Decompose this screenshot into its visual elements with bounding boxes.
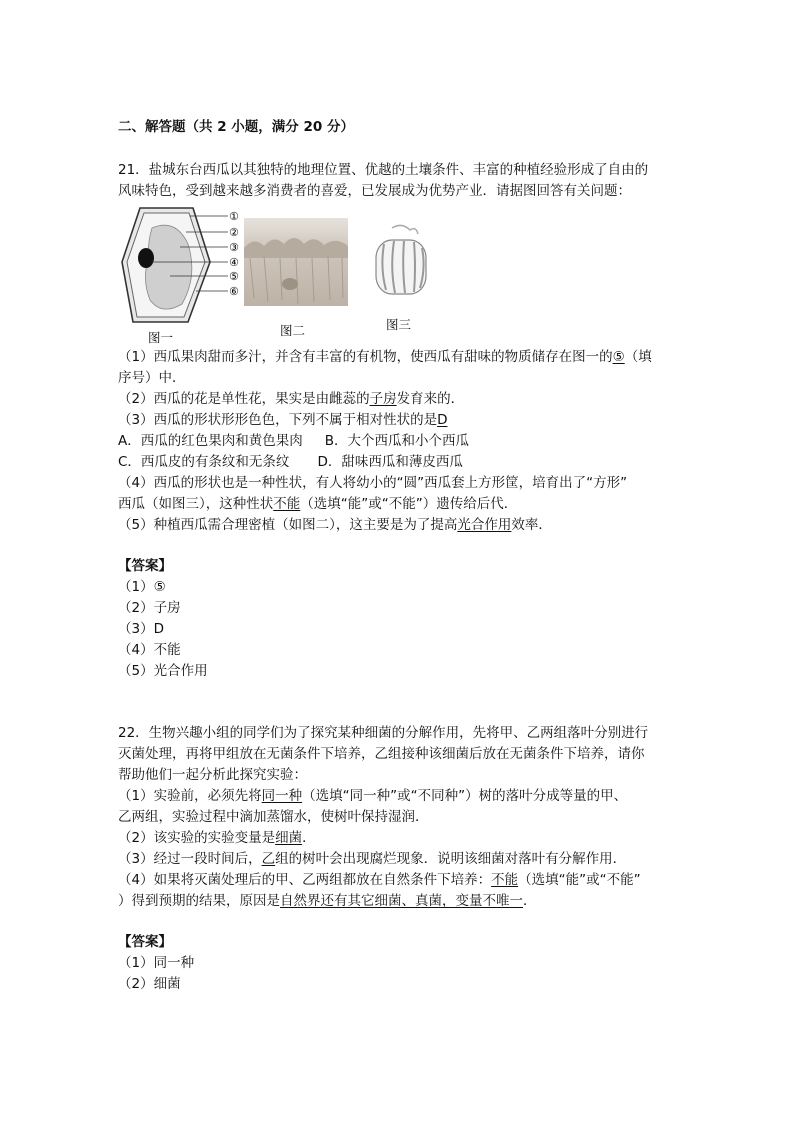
q22-p4-answer-2: 自然界还有其它细菌、真菌，变量不唯一 (280, 893, 523, 909)
nucleus (138, 248, 154, 268)
q21-p2-answer: 子房 (369, 391, 397, 407)
q22-answer-2: （2）细菌 (118, 976, 181, 992)
q21-p1-answer: ⑤ (612, 349, 625, 365)
q21-p2-text-b: 发育来的． (396, 391, 465, 407)
q21-part4-line2 (118, 495, 517, 513)
q21-part1-line1 (118, 348, 652, 366)
q21-p4-text: 西瓜（如图三），这种性状 (118, 496, 274, 512)
q22-p4-answer: 不能 (491, 872, 519, 888)
q22-p1-text: （1）实验前，必须先将 (118, 788, 262, 804)
q21-answer-3: （3）D (118, 621, 164, 637)
dense-planting-photo (244, 218, 348, 306)
q21-part1-line2: 序号）中． (118, 370, 186, 386)
plant-cell-figure (118, 204, 248, 344)
q22-p1-answer: 同一种 (261, 788, 303, 804)
option-a: A．西瓜的红色果肉和黄色果肉 (118, 433, 303, 449)
q22-p3-answer: 乙 (261, 851, 276, 867)
q22-stem-line1: 22．生物兴趣小组的同学们为了探究某种细菌的分解作用，先将甲、乙两组落叶分别进行 (118, 725, 649, 741)
option-c: C．西瓜皮的有条纹和无条纹 (118, 454, 290, 470)
q21-stem-line1: 21．盐城东台西瓜以其独特的地理位置、优越的土壤条件、丰富的种植经验形成了自由的 (118, 162, 649, 178)
q22-p4-text-c: ）得到预期的结果，原因是 (118, 893, 280, 909)
q22-p4-text-d: ． (523, 893, 537, 909)
q21-p1-text: （1）西瓜果肉甜而多汁，并含有丰富的有机物，使西瓜有甜味的物质储存在图一的 (118, 349, 613, 365)
q21-p5-text: （5）种植西瓜需合理密植（如图二），这主要是为了提高 (118, 517, 458, 533)
q22-p2-text: （2）该实验的实验变量是 (118, 830, 276, 846)
q21-p2-text: （2）西瓜的花是单性花，果实是由雌蕊的 (118, 391, 370, 407)
q21-answer-4: （4）不能 (118, 642, 181, 658)
q22-part3 (118, 850, 626, 868)
q21-part2 (118, 390, 464, 408)
option-d: D．甜味西瓜和薄皮西瓜 (317, 454, 463, 470)
q21-p3-text: （3）西瓜的形状形形色色，下列不属于相对性状的是 (118, 412, 438, 428)
q22-p4-text: （4）如果将灭菌处理后的甲、乙两组都放在自然条件下培养： (118, 872, 492, 888)
q21-p3-answer: D (437, 412, 448, 428)
fig3-caption: 图三 (386, 317, 412, 332)
q21-options-cd (118, 453, 463, 471)
q22-p2-answer: 细菌 (275, 830, 303, 846)
q21-p5-answer: 光合作用 (457, 517, 512, 533)
q22-part2 (118, 829, 316, 847)
q22-stem-line2: 灭菌处理，再将甲组放在无菌条件下培养，乙组接种该细菌后放在无菌条件下培养，请你 (118, 746, 645, 762)
label-3: ③ (229, 241, 239, 254)
square-watermelon-image (362, 222, 442, 302)
q22-p1-text-b: （选填“同一种”或“不同种”）树的落叶分成等量的甲、 (302, 788, 628, 804)
q22-p3-text-b: 组的树叶会出现腐烂现象．说明该细菌对落叶有分解作用． (275, 851, 627, 867)
section-title: 二、解答题（共 2 小题，满分 20 分） (118, 119, 354, 135)
q21-answer-title: 【答案】 (118, 558, 172, 574)
q21-part4-line1: （4）西瓜的形状也是一种性状，有人将幼小的“圆”西瓜套上方形筐，培育出了“方形” (118, 475, 628, 491)
q21-answer-5: （5）光合作用 (118, 663, 208, 679)
q21-p1-text-b: （填 (624, 349, 652, 365)
fig1-caption: 图一 (148, 330, 174, 345)
q21-part5 (118, 516, 552, 534)
q21-p5-text-b: 效率． (511, 517, 552, 533)
option-b: B．大个西瓜和小个西瓜 (324, 433, 470, 449)
label-1: ① (229, 210, 239, 223)
fig2-caption: 图二 (280, 323, 306, 338)
q21-p4-text-c: （选填“能”或“不能”）遗传给后代． (300, 496, 518, 512)
q22-p2-text-b: ． (302, 830, 316, 846)
q21-part3 (118, 411, 448, 429)
q22-part4-line1 (118, 871, 641, 889)
q22-stem-line3: 帮助他们一起分析此探究实验： (118, 767, 307, 783)
q21-p4-answer: 不能 (273, 496, 301, 512)
q21-stem-line2: 风味特色，受到越来越多消费者的喜爱，已发展成为优势产业．请据图回答有关问题： (118, 183, 631, 199)
q21-answer-2: （2）子房 (118, 600, 181, 616)
q21-options-ab (118, 432, 469, 450)
q22-part1-line1 (118, 787, 627, 805)
q22-part1-line2: 乙两组，实验过程中滴加蒸馏水，使树叶保持湿润． (118, 809, 429, 825)
q22-answer-title: 【答案】 (118, 934, 172, 950)
label-4: ④ (229, 256, 239, 269)
q22-part4-line2 (118, 892, 537, 910)
vacuole (145, 225, 191, 309)
label-2: ② (229, 226, 239, 239)
q22-p3-text: （3）经过一段时间后， (118, 851, 262, 867)
label-6: ⑥ (229, 285, 239, 298)
q22-p4-text-b: （选填“能”或“不能” (518, 872, 641, 888)
q21-answer-1: （1）⑤ (118, 579, 166, 595)
label-5: ⑤ (229, 270, 239, 283)
q22-answer-1: （1）同一种 (118, 955, 195, 971)
